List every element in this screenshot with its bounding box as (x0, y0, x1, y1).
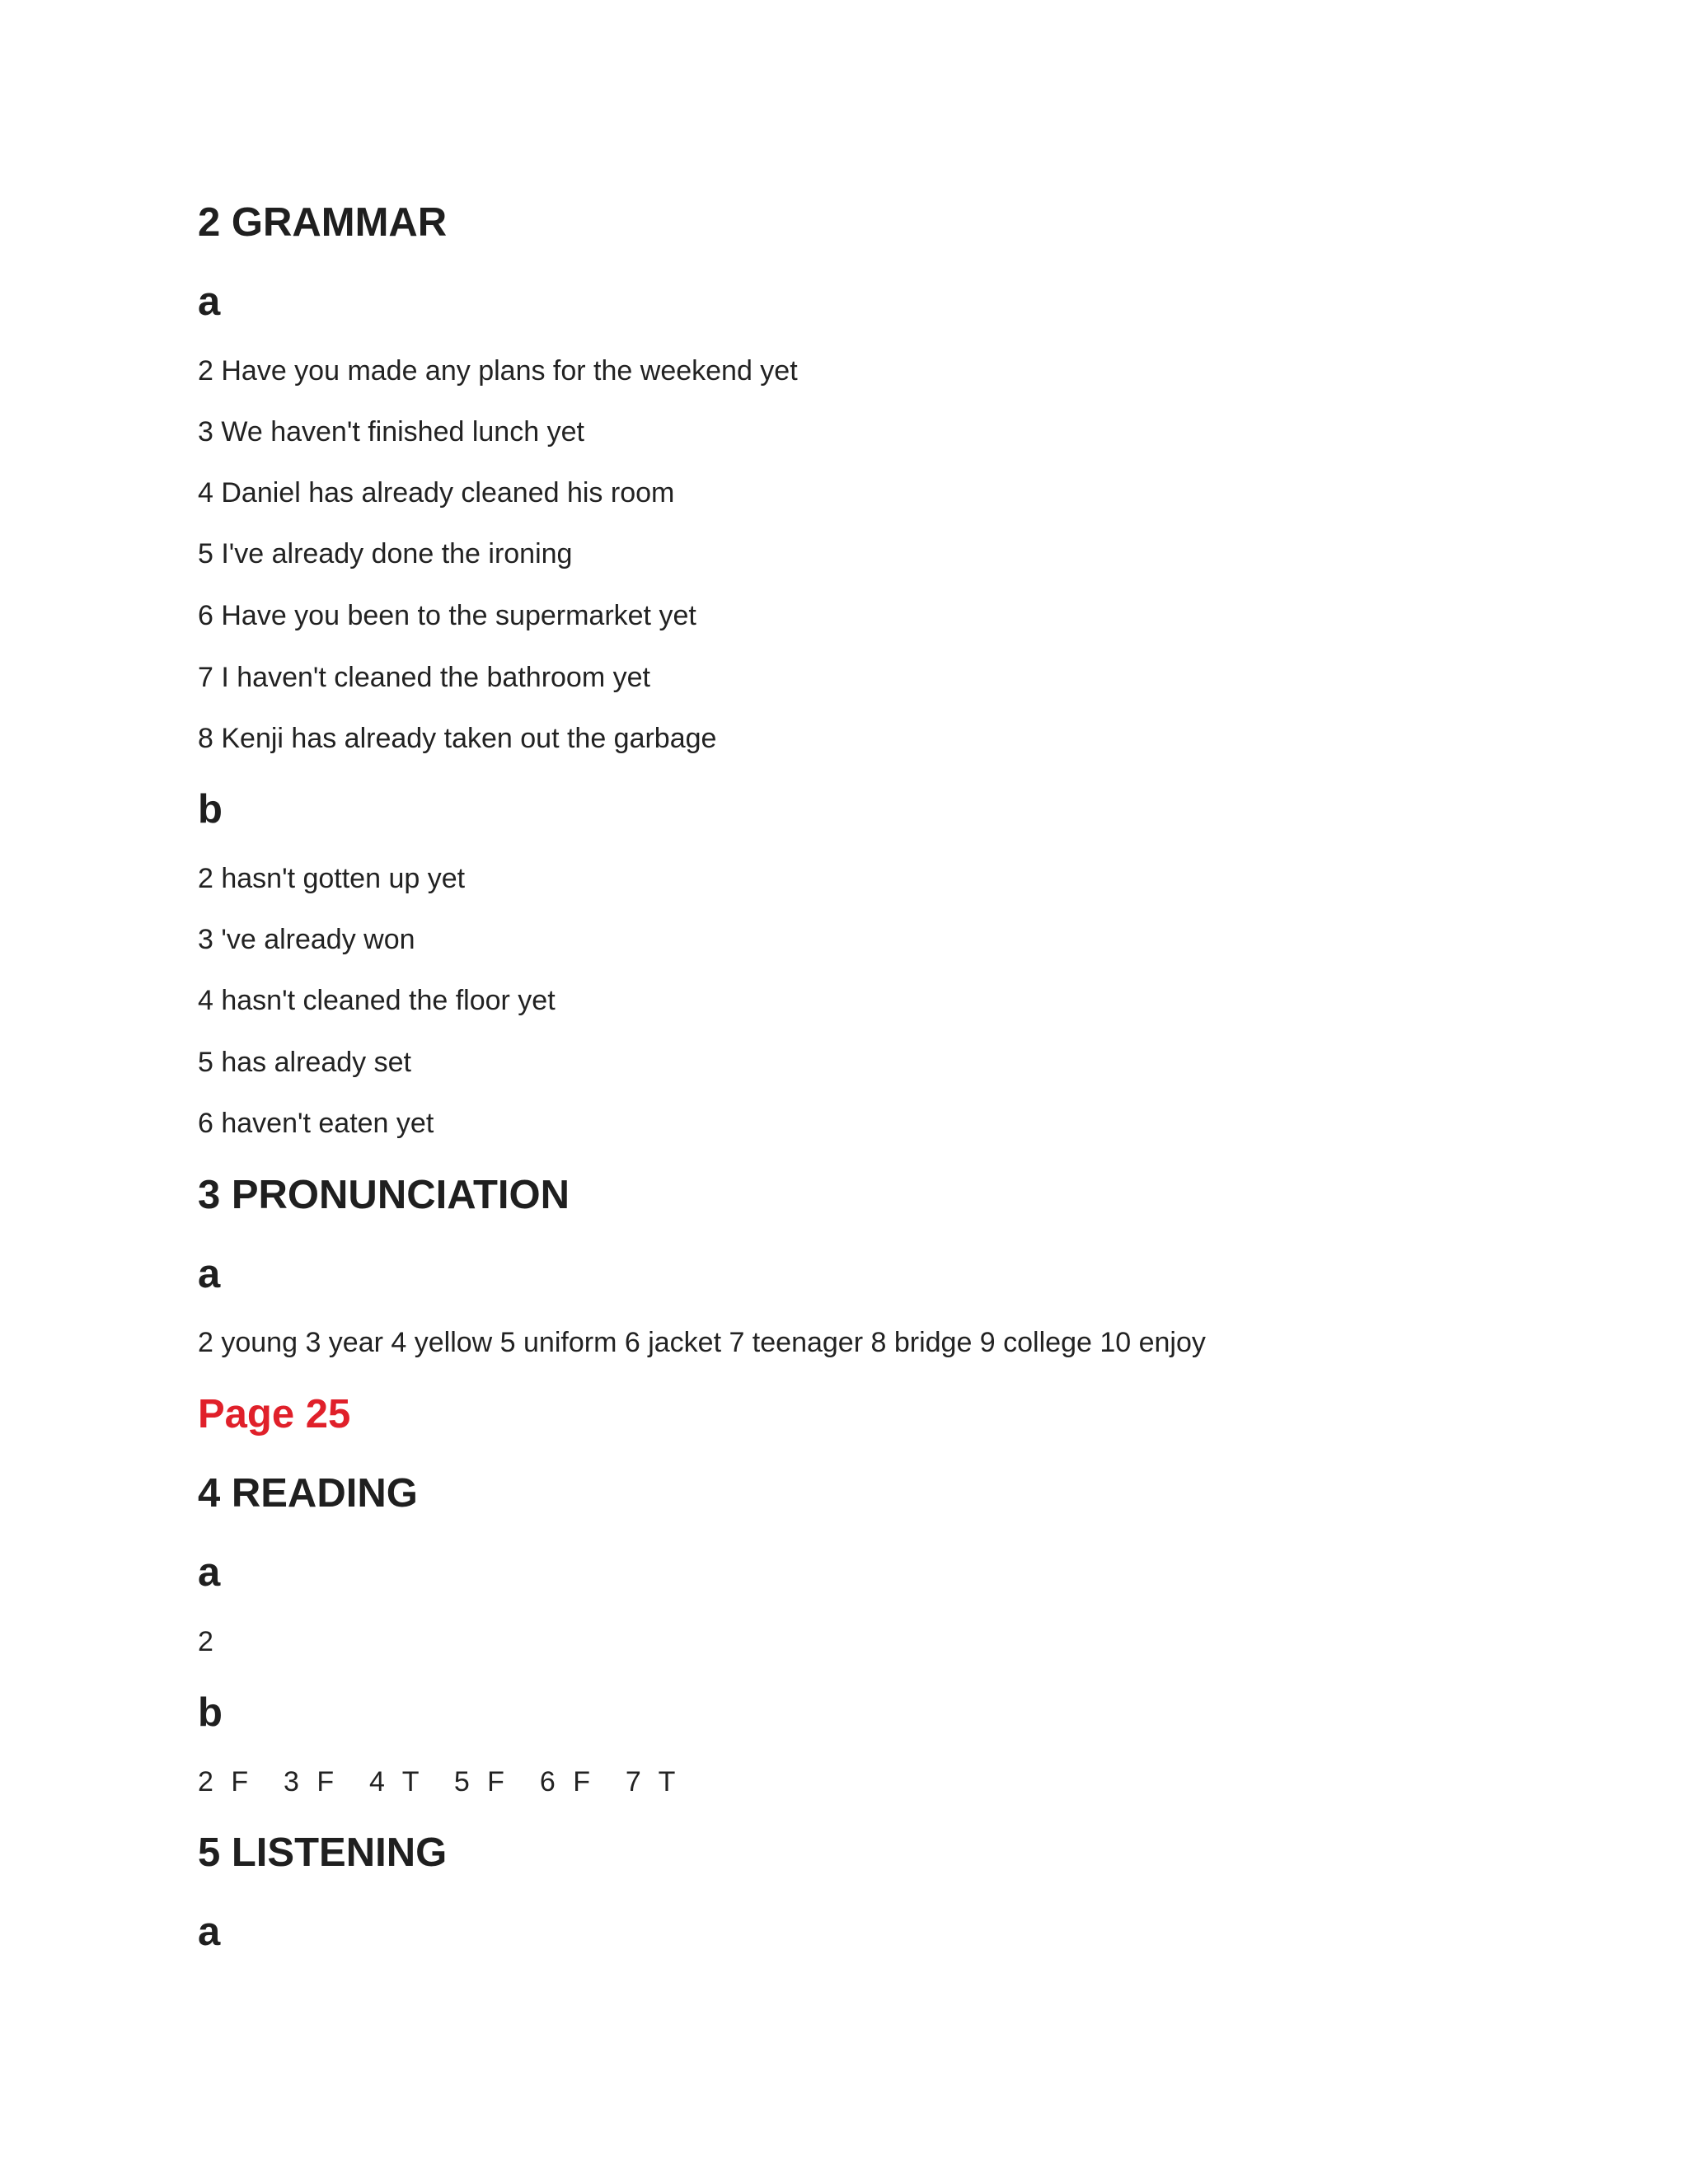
reading-b-label: b (198, 1690, 223, 1735)
pronunciation-a-label: a (198, 1252, 221, 1296)
page-number-marker: Page 25 (198, 1392, 351, 1436)
reading-b-text: 2 F 3 F 4 T 5 F 6 F 7 T (198, 1766, 676, 1797)
grammar-a-label: a (198, 279, 221, 324)
grammar-a-item: 4 Daniel has already cleaned his room (198, 477, 675, 509)
grammar-b-item: 4 hasn't cleaned the floor yet (198, 985, 556, 1016)
grammar-a-item: 6 Have you been to the supermarket yet (198, 600, 696, 631)
grammar-b-label: b (198, 787, 223, 832)
grammar-a-item: 3 We haven't finished lunch yet (198, 416, 584, 448)
reading-a-label: a (198, 1550, 221, 1595)
listening-a-label: a (198, 1910, 221, 1954)
grammar-a-item: 5 I've already done the ironing (198, 538, 573, 569)
grammar-a-item: 8 Kenji has already taken out the garbage (198, 723, 717, 754)
grammar-b-item: 6 haven't eaten yet (198, 1108, 434, 1139)
grammar-a-item: 7 I haven't cleaned the bathroom yet (198, 662, 650, 693)
grammar-b-item: 5 has already set (198, 1047, 411, 1078)
reading-heading: 4 READING (198, 1471, 418, 1516)
grammar-b-item: 3 've already won (198, 924, 415, 955)
grammar-a-item: 2 Have you made any plans for the weekend yet (198, 355, 798, 387)
pronunciation-heading: 3 PRONUNCIATION (198, 1173, 570, 1217)
grammar-heading: 2 GRAMMAR (198, 200, 448, 245)
grammar-b-item: 2 hasn't gotten up yet (198, 863, 466, 894)
pronunciation-a-text: 2 young 3 year 4 yellow 5 uniform 6 jacket 7 teenager 8 bridge 9 college 10 enjoy (198, 1327, 1206, 1358)
reading-a-text: 2 (198, 1626, 213, 1657)
listening-heading: 5 LISTENING (198, 1830, 448, 1875)
